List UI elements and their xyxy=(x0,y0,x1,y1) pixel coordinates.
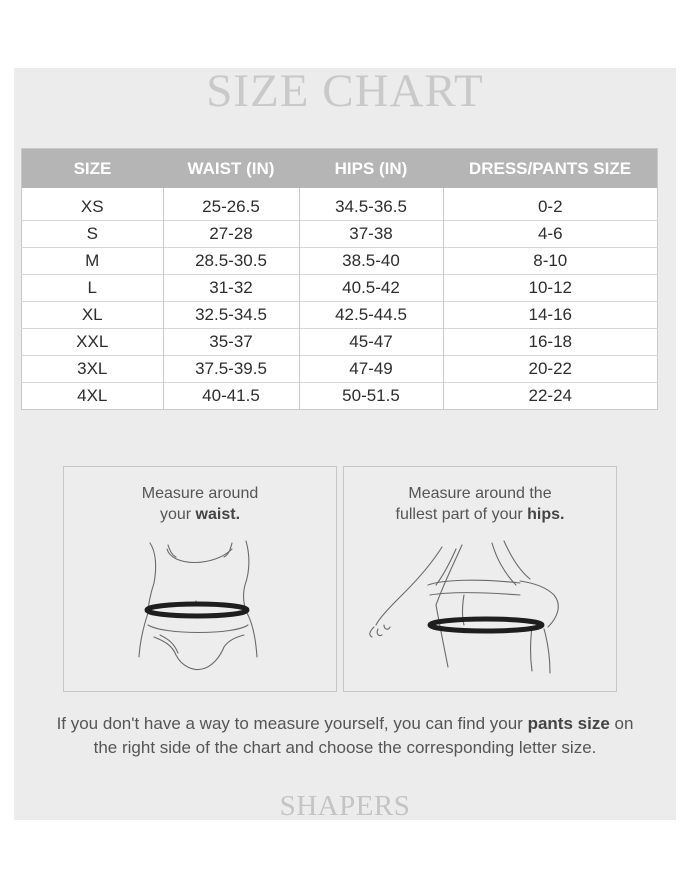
header-hips: HIPS (IN) xyxy=(299,149,443,189)
cell-dress-pants: 16-18 xyxy=(443,329,658,356)
page-title: SIZE CHART xyxy=(206,65,484,117)
cell-hips: 45-47 xyxy=(299,329,443,356)
table-row xyxy=(22,302,658,329)
cell-waist: 25-26.5 xyxy=(163,188,299,221)
cell-hips: 47-49 xyxy=(299,356,443,383)
table-row xyxy=(22,248,658,275)
cell-size: L xyxy=(22,275,164,302)
table-row xyxy=(22,188,658,221)
cell-hips: 37-38 xyxy=(299,221,443,248)
size-table xyxy=(21,148,658,410)
cell-hips: 34.5-36.5 xyxy=(299,188,443,221)
cell-size: XL xyxy=(22,302,164,329)
waist-illustration xyxy=(64,467,336,691)
cell-hips: 50-51.5 xyxy=(299,383,443,410)
cell-dress-pants: 22-24 xyxy=(443,383,658,410)
note-text-start: If you don't have a way to measure yourself, you can find your xyxy=(56,714,528,733)
table-row xyxy=(22,329,658,356)
table-row xyxy=(22,383,658,410)
cell-hips: 42.5-44.5 xyxy=(299,302,443,329)
hips-caption-bold: hips. xyxy=(527,506,565,523)
table-row xyxy=(22,356,658,383)
header-size: SIZE xyxy=(22,149,164,189)
measurement-note xyxy=(0,712,690,760)
cell-waist: 32.5-34.5 xyxy=(163,302,299,329)
hips-measure-box xyxy=(343,466,617,692)
waist-caption-bold: waist. xyxy=(195,506,241,523)
waist-caption-line1: Measure around xyxy=(141,485,259,502)
cell-size: S xyxy=(22,221,164,248)
table-row xyxy=(22,275,658,302)
waist-caption-line2: your xyxy=(159,506,196,523)
cell-dress-pants: 14-16 xyxy=(443,302,658,329)
cell-size: M xyxy=(22,248,164,275)
cell-waist: 28.5-30.5 xyxy=(163,248,299,275)
cell-dress-pants: 4-6 xyxy=(443,221,658,248)
cell-size: 3XL xyxy=(22,356,164,383)
cell-dress-pants: 20-22 xyxy=(443,356,658,383)
table-body xyxy=(22,188,658,410)
hips-caption-line1: Measure around the xyxy=(408,485,552,502)
cell-size: XS xyxy=(80,197,104,216)
hips-illustration xyxy=(344,467,616,691)
cell-dress-pants: 0-2 xyxy=(443,188,658,221)
cell-size: 4XL xyxy=(22,383,164,410)
cell-waist: 40-41.5 xyxy=(163,383,299,410)
note-bold-pants-size: pants size xyxy=(527,714,610,733)
brand-logo-text: SHAPERS xyxy=(279,790,411,822)
cell-waist: 37.5-39.5 xyxy=(163,356,299,383)
table-row xyxy=(22,221,658,248)
hips-caption-line2: fullest part of your xyxy=(395,506,528,523)
cell-dress-pants: 8-10 xyxy=(443,248,658,275)
note-text-line2: the right side of the chart and choose the corresponding letter size. xyxy=(93,738,597,757)
cell-size: XXL xyxy=(22,329,164,356)
cell-hips: 40.5-42 xyxy=(299,275,443,302)
header-waist: WAIST (IN) xyxy=(163,149,299,189)
cell-waist: 31-32 xyxy=(163,275,299,302)
cell-waist: 27-28 xyxy=(163,221,299,248)
cell-dress-pants: 10-12 xyxy=(443,275,658,302)
cell-hips: 38.5-40 xyxy=(299,248,443,275)
waist-measure-box xyxy=(63,466,337,692)
table-header-row xyxy=(22,149,658,189)
cell-waist: 35-37 xyxy=(163,329,299,356)
header-dress-pants-size: DRESS/PANTS SIZE xyxy=(443,149,658,189)
note-text-on: on xyxy=(609,714,634,733)
